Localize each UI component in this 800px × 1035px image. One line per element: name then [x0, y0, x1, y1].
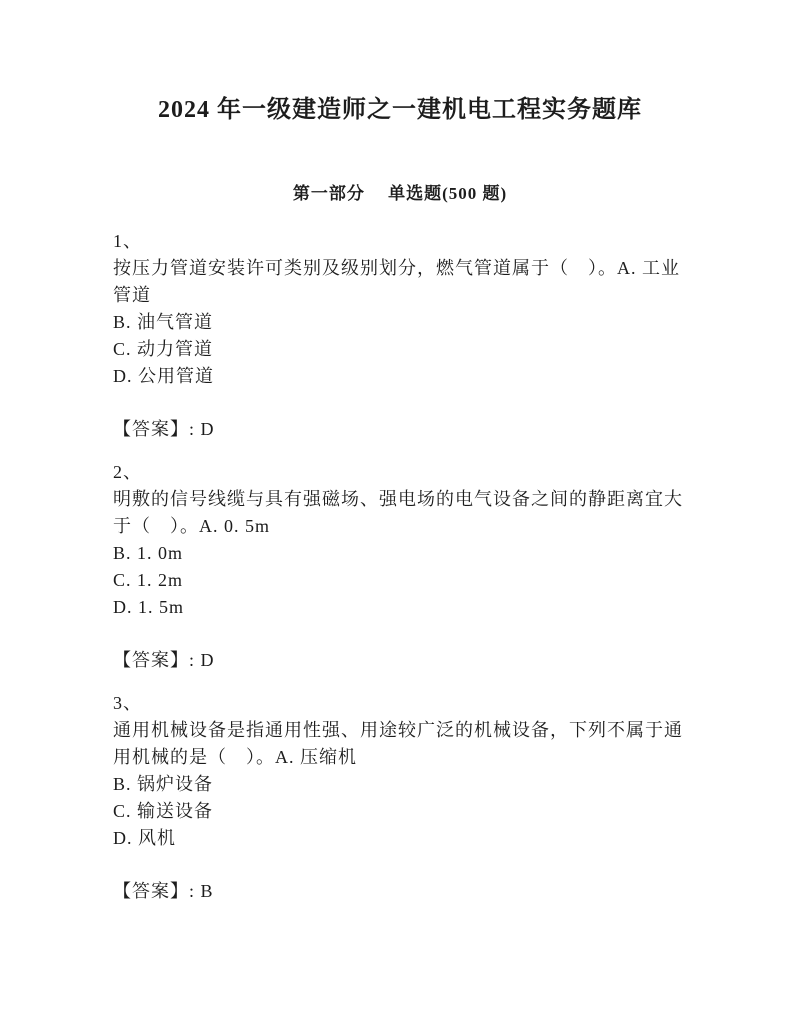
- question-stem-line: 用机械的是（ ）。A. 压缩机: [113, 747, 357, 767]
- question-option: B. 油气管道: [113, 312, 214, 332]
- document-title: 2024 年一级建造师之一建机电工程实务题库: [158, 97, 642, 123]
- question-stem-line: 明敷的信号线缆与具有强磁场、强电场的电气设备之间的静距离宜大: [113, 489, 683, 509]
- question-stem-line: 按压力管道安装许可类别及级别划分，燃气管道属于（ ）。A. 工业: [113, 258, 680, 278]
- answer-line: 【答案】: D: [113, 650, 215, 670]
- question-option: C. 1. 2m: [113, 570, 184, 590]
- question-number: 3、: [113, 693, 142, 713]
- question-block: [113, 228, 733, 443]
- section-heading: 第一部分 单选题(500 题): [292, 184, 508, 203]
- questions-list: [113, 228, 733, 905]
- question-number: 1、: [113, 231, 142, 251]
- question-stem-line: 通用机械设备是指通用性强、用途较广泛的机械设备，下列不属于通: [113, 720, 683, 740]
- question-option: C. 输送设备: [113, 801, 214, 821]
- question-block: [113, 690, 733, 905]
- question-option: C. 动力管道: [113, 339, 214, 359]
- question-option: B. 1. 0m: [113, 543, 184, 563]
- question-option: D. 公用管道: [113, 366, 214, 386]
- answer-line: 【答案】: D: [113, 419, 215, 439]
- question-option: D. 1. 5m: [113, 597, 184, 617]
- question-block: [113, 459, 733, 674]
- question-stem-line: 管道: [113, 285, 151, 305]
- question-stem-line: 于（ ）。A. 0. 5m: [113, 516, 270, 536]
- question-number: 2、: [113, 462, 142, 482]
- answer-line: 【答案】: B: [113, 881, 214, 901]
- question-option: B. 锅炉设备: [113, 774, 214, 794]
- question-option: D. 风机: [113, 828, 176, 848]
